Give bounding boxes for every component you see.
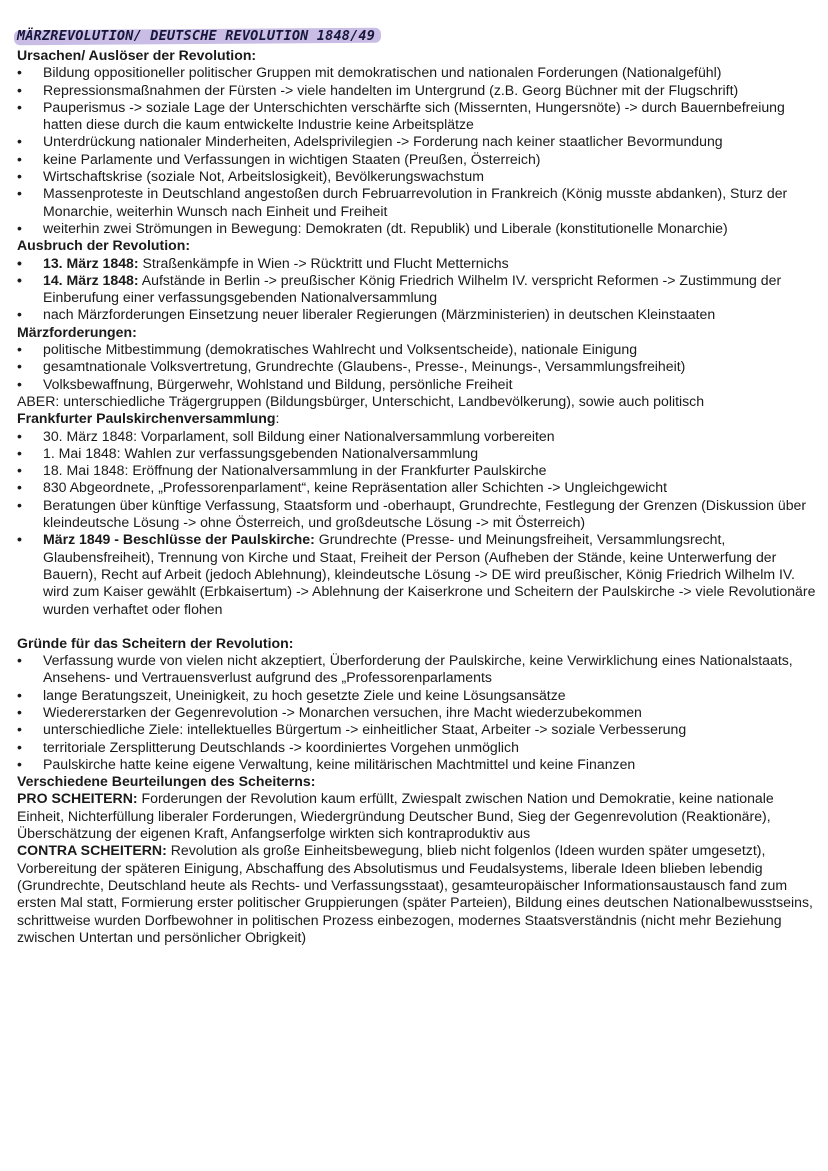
list-item: • Beratungen über künftige Verfassung, Staatsform und -oberhaupt, Grundrechte, Festlegung der Grenzen (Diskussion über kleindeutsche Lösung -> ohne Österreich, und großdeutsche Lösung -> mit Österreich) [17,497,817,532]
contra-label: CONTRA SCHEITERN: [17,842,167,859]
list-item [17,531,817,617]
list-item: • 1. Mai 1848: Wahlen zur verfassungsgebenden Nationalversammlung [17,445,817,462]
aber-note: ABER: unterschiedliche Trägergruppen (Bildungsbürger, Unterschicht, Landbevölkerung), sowie auch politisch [17,392,705,409]
list-ausbruch [17,255,817,324]
title-block [17,28,375,44]
heading-beurteilungen: Verschiedene Beurteilungen des Scheiterns: [17,773,316,790]
list-item: • Wirtschaftskrise (soziale Not, Arbeitslosigkeit), Bevölkerungswachstum [17,168,817,185]
heading-frankfurt: Frankfurter Paulskirchenversammlung [17,410,276,427]
list-item: • keine Parlamente und Verfassungen in wichtigen Staaten (Preußen, Österreich) [17,151,817,168]
list-gruende [17,652,817,773]
list-item [17,255,817,272]
list-item: • 18. Mai 1848: Eröffnung der Nationalversammlung in der Frankfurter Paulskirche [17,462,817,479]
list-item: • Volksbewaffnung, Bürgerwehr, Wohlstand und Bildung, persönliche Freiheit [17,376,817,393]
list-ursachen [17,64,817,237]
list-item: • weiterhin zwei Strömungen in Bewegung: Demokraten (dt. Republik) und Liberale (konstitutionelle Monarchie) [17,220,817,237]
heading-colon: : [275,410,280,427]
heading-gruende: Gründe für das Scheitern der Revolution: [17,634,294,651]
list-item: • politische Mitbestimmung (demokratisches Wahlrecht und Volksentscheide), nationale Einigung [17,341,817,358]
list-item: • Paulskirche hatte keine eigene Verwaltung, keine militärischen Machtmittel und keine Finanzen [17,756,817,773]
list-item [17,272,817,307]
list-item: • Bildung oppositioneller politischer Gruppen mit demokratischen und nationalen Forderungen (Nationalgefühl) [17,64,817,81]
pro-paragraph [17,790,817,842]
item-date: März 1849 - Beschlüsse der Paulskirche: [43,531,315,548]
document-page [17,27,817,946]
list-item: • Pauperismus -> soziale Lage der Unterschichten verschärfte sich (Missernten, Hungersnöte) -> durch Bauernbefreiung hatten diese durch die kaum entwickelte Industrie keine Arbeitsplätze [17,99,817,134]
list-item: • lange Beratungszeit, Uneinigkeit, zu hoch gesetzte Ziele und keine Lösungsansätze [17,687,817,704]
heading-ausbruch: Ausbruch der Revolution: [17,237,191,254]
list-item: • Unterdrückung nationaler Minderheiten, Adelsprivilegien -> Forderung nach keiner staatlicher Bevormundung [17,133,817,150]
contra-text: Revolution als große Einheitsbewegung, blieb nicht folgenlos (Ideen wurden später umgesetzt), Vorbereitung der späteren Einigung, Abschaffung des Absolutismus und Feudalsystems, liberale Ideen blieben lebendig (Grundrechte, Deutschland heute als Rechts- und Verfassungsstaat), gesamteuropäischer Informationsaustausch fand zum ersten Mal statt, Formierung erster politischer Gruppierungen (später Parteien), Bildung eines deutschen Nationalbewusstseins, schrittweise wurden Dorfbewohner in politischen Prozess einbezogen, modernes Staatsverständnis (nicht mehr Beziehung zwischen Untertan und persönlicher Obrigkeit) [17,842,813,945]
list-item: • Repressionsmaßnahmen der Fürsten -> viele handelten im Untergrund (z.B. Georg Büchner mit der Flugschrift) [17,82,817,99]
list-item: • unterschiedliche Ziele: intellektuelles Bürgertum -> einheitlicher Staat, Arbeiter -> soziale Verbesserung [17,721,817,738]
list-item: • Massenproteste in Deutschland angestoßen durch Februarrevolution in Frankreich (König musste abdanken), Sturz der Monarchie, weiterhin Wunsch nach Einheit und Freiheit [17,185,817,220]
heading-frankfurt-wrap [17,410,817,427]
list-item: • territoriale Zersplitterung Deutschlands -> koordiniertes Vorgehen unmöglich [17,739,817,756]
heading-ursachen: Ursachen/ Auslöser der Revolution: [17,47,257,63]
content [17,47,817,946]
pro-label: PRO SCHEITERN: [17,790,138,807]
list-item: • Wiedererstarken der Gegenrevolution -> Monarchen versuchen, ihre Macht wiederzubekommen [17,704,817,721]
list-item: • Verfassung wurde von vielen nicht akzeptiert, Überforderung der Paulskirche, keine Verwirklichung eines Nationalstaats, Ansehens- und Vertrauensverlust aufgrund des „Professorenparlaments [17,652,817,687]
contra-paragraph [17,842,817,946]
list-frankfurt [17,428,817,618]
pro-text: Forderungen der Revolution kaum erfüllt, Zwiespalt zwischen Nation und Demokratie, keine nationale Einheit, Nichterfüllung liberaler Forderungen, Wiedergründung Deutscher Bund, Sieg der Gegenrevolution (Reaktionäre), Überschätzung der eigenen Kraft, Anfangserfolge wirkten sich kontraproduktiv aus [17,790,774,842]
spacer [17,618,817,635]
item-text: Straßenkämpfe in Wien -> Rücktritt und Flucht Metternichs [138,254,509,271]
list-maerzforderungen [17,341,817,393]
item-text: Grundrechte (Presse- und Meinungsfreiheit, Versammlungsrecht, Glaubensfreiheit), Trennung von Kirche und Staat, Freiheit der Person (Aufheben der Stände, keine Unterwerfung der Bauern), Recht auf Arbeit (jedoch Ablehnung), kleindeutsche Lösung -> DE wird preußischer, König Friedrich Wilhelm IV. wird zum Kaiser gewählt (Erbkaisertum) -> Ablehnung der Kaiserkrone und Scheitern der Paulskirche -> viele Revolutionäre wurden verhaftet oder flohen [43,531,816,617]
item-date: 13. März 1848: [43,254,139,271]
list-item: • nach Märzforderungen Einsetzung neuer liberaler Regierungen (Märzministerien) in deutschen Kleinstaaten [17,306,817,323]
list-item: • gesamtnationale Volksvertretung, Grundrechte (Glaubens-, Presse-, Meinungs-, Versammlungsfreiheit) [17,358,817,375]
item-date: 14. März 1848: [43,271,139,288]
list-item: • 30. März 1848: Vorparlament, soll Bildung einer Nationalversammlung vorbereiten [17,428,817,445]
list-item: • 830 Abgeordnete, „Professorenparlament“, keine Repräsentation aller Schichten -> Ungleichgewicht [17,479,817,496]
item-text: Aufstände in Berlin -> preußischer König Friedrich Wilhelm IV. verspricht Reformen -> Zustimmung der Einberufung einer verfassungsgebenden Nationalversammlung [43,271,782,306]
page-title: MÄRZREVOLUTION/ DEUTSCHE REVOLUTION 1848/49 [17,28,376,44]
heading-maerzforderungen: Märzforderungen: [17,323,137,340]
